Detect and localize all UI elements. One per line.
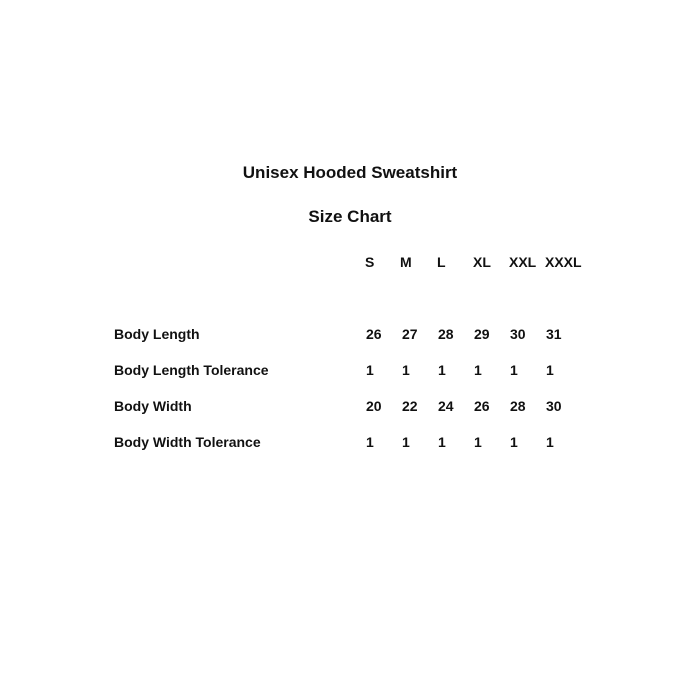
table-cell: 1 — [438, 434, 446, 450]
size-header-m: M — [400, 254, 412, 270]
table-cell: 30 — [510, 326, 526, 342]
size-chart-heading: Size Chart — [308, 207, 392, 226]
table-cell: 1 — [546, 434, 554, 450]
table-cell: 1 — [546, 362, 554, 378]
size-header-l: L — [437, 254, 446, 270]
table-cell: 30 — [546, 398, 562, 414]
size-header-xxxl: XXXL — [545, 254, 582, 270]
table-cell: 31 — [546, 326, 562, 342]
table-cell: 1 — [438, 362, 446, 378]
row-label-body-length: Body Length — [114, 326, 200, 342]
table-cell: 1 — [402, 362, 410, 378]
table-cell: 1 — [402, 434, 410, 450]
row-label-body-length-tolerance: Body Length Tolerance — [114, 362, 269, 378]
table-cell: 1 — [510, 362, 518, 378]
table-cell: 26 — [366, 326, 382, 342]
table-cell: 28 — [438, 326, 454, 342]
table-cell: 27 — [402, 326, 418, 342]
table-cell: 1 — [474, 434, 482, 450]
table-cell: 1 — [366, 434, 374, 450]
table-cell: 29 — [474, 326, 490, 342]
table-cell: 1 — [510, 434, 518, 450]
row-label-body-width: Body Width — [114, 398, 192, 414]
table-cell: 20 — [366, 398, 382, 414]
table-cell: 1 — [474, 362, 482, 378]
table-cell: 1 — [366, 362, 374, 378]
size-header-s: S — [365, 254, 375, 270]
table-cell: 22 — [402, 398, 418, 414]
table-cell: 24 — [438, 398, 454, 414]
table-cell: 26 — [474, 398, 490, 414]
size-header-xl: XL — [473, 254, 491, 270]
size-header-xxl: XXL — [509, 254, 537, 270]
page-title: Unisex Hooded Sweatshirt — [242, 163, 458, 182]
row-label-body-width-tolerance: Body Width Tolerance — [114, 434, 261, 450]
table-cell: 28 — [510, 398, 526, 414]
